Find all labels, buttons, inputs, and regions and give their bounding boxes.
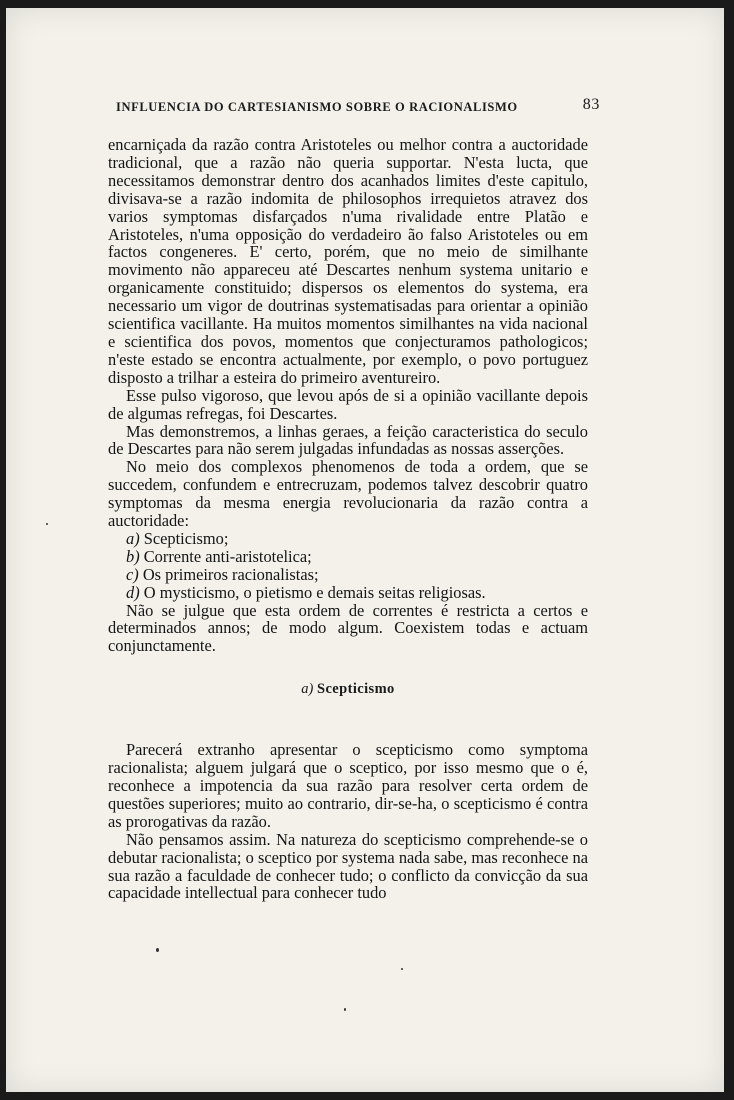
section-heading (108, 681, 588, 699)
list-item (108, 548, 588, 566)
section-letter: a) (301, 681, 314, 698)
paragraph: Esse pulso vigoroso, que levou após de si a opinião vacillante depois de algumas refregas, foi Descartes. (108, 385, 588, 423)
list-text: Os primeiros racionalistas; (138, 564, 319, 584)
paragraph: encarniçada da razão contra Aristoteles ou melhor contra a auctoridade tradicional, que a razão não queria supportar. N'esta lucta, que necessitamos demonstrar dentro dos acanhados limites d'este capitulo, divisava-se a razão indomita de philosophos irrequietos atravez dos varios symptomas disfarçados n'uma rivalidade entre Platão e Aristoteles, n'uma opposição do verdadeiro ão falso Aristoteles ou em factos congeneres. E' certo, porém, que no meio de similhante movimento não appareceu até Descartes nenhum systema unitario e organicamente constituido; dispersos os elementos do systema, era necessario um vigor de doutrinas systematisadas para orientar a opinião scientifica vacillante. Ha muitos momentos similhantes na vida nacional e scientifica dos povos, momentos que conjecturamos pathologicos; n'este estado se encontra actualmente, por exemplo, o povo portuguez disposto a trilhar a esteira do primeiro aventureiro. (108, 135, 588, 387)
list-text: O mysticismo, o pietismo e demais seitas religiosas. (139, 582, 486, 602)
page-body (108, 136, 588, 902)
list-letter: b) (126, 546, 140, 566)
book-page (6, 8, 724, 1092)
ink-speck (401, 968, 403, 970)
ink-speck (156, 948, 159, 952)
list-letter: c) (126, 564, 139, 584)
header-title: INFLUENCIA DO CARTESIANISMO SOBRE O RACIONALISMO (116, 100, 518, 114)
section-name: Scepticismo (317, 681, 395, 698)
list-text: Corrente anti-aristotelica; (139, 546, 312, 566)
symptoms-list (108, 530, 588, 602)
running-header (116, 96, 600, 120)
page-number: 83 (582, 96, 600, 113)
paragraph: Parecerá extranho apresentar o scepticismo como symptoma racionalista; alguem julgará que o sceptico, por isso mesmo que o é, reconhece a impotencia da sua razão para resolver certa ordem de questões superiores; muito ao contrario, dir-se-ha, o scepticismo é contra as prorogativas da razão. (108, 740, 588, 831)
list-item (108, 530, 588, 548)
list-letter: d) (126, 582, 140, 602)
paragraph: Mas demonstremos, a linhas geraes, a feição caracteristica do seculo de Descartes para não serem julgadas infundadas as nossas asserções. (108, 421, 588, 459)
paragraph: Não pensamos assim. Na natureza do scepticismo comprehende-se o debutar racionalista; o sceptico por systema nada sabe, mas reconhece na sua razão a faculdade de conhecer tudo; o conflicto da convicção da sua capacidade intellectual para conhecer tudo (108, 829, 588, 903)
ink-speck (344, 1008, 346, 1011)
paragraph: Não se julgue que esta ordem de correntes é restricta a certos e determinados annos; de modo algum. Coexistem todas e actuam conjunctamente. (108, 600, 588, 656)
ink-speck (46, 523, 48, 525)
list-letter: a) (126, 528, 140, 548)
list-item (108, 584, 588, 602)
paragraph: No meio dos complexos phenomenos de toda a ordem, que se succedem, confundem e entrecruzam, podemos talvez descobrir quatro symptomas da mesma energia revolucionaria da razão contra a auctoridade: (108, 457, 588, 531)
list-item (108, 566, 588, 584)
list-text: Scepticismo; (139, 528, 229, 548)
